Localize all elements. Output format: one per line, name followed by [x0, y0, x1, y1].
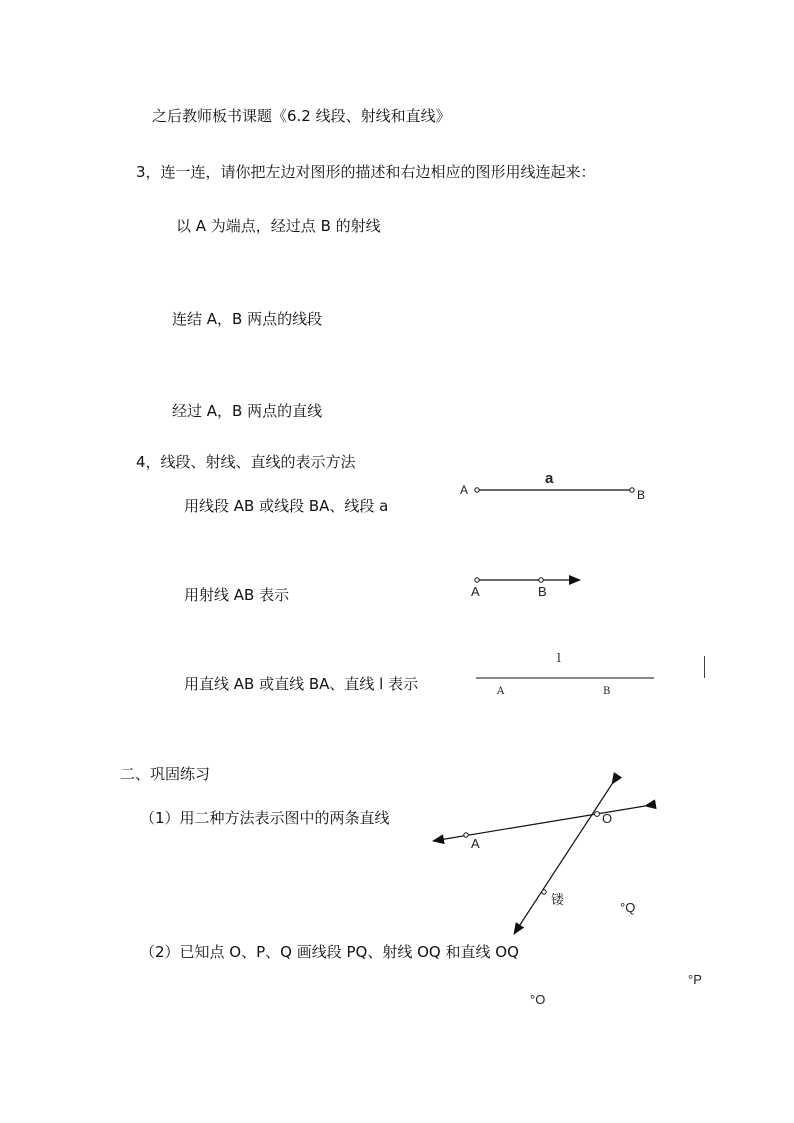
q3-item-segment: 连结 A，B 两点的线段	[172, 310, 323, 328]
point-p-label: P	[693, 972, 702, 987]
ray-label-a: A	[471, 584, 480, 599]
segment-point-a	[475, 488, 479, 492]
q3-item-line: 经过 A，B 两点的直线	[172, 402, 323, 420]
ray-point-b	[539, 578, 543, 582]
exercise1-figure	[433, 784, 645, 934]
line-ob	[514, 784, 612, 934]
segment-figure	[475, 488, 634, 492]
q4-title: 4，线段、射线、直线的表示方法	[136, 453, 356, 471]
exercise1-text: （1）用二种方法表示图中的两条直线	[140, 809, 390, 827]
text-cursor	[704, 656, 705, 678]
ex1-point-b	[542, 890, 546, 894]
q4-row-line: 用直线 AB 或直线 BA、直线 l 表示	[184, 675, 419, 693]
point-q-label: Q	[625, 900, 636, 915]
segment-label-b: B	[637, 488, 646, 502]
ex1-label-b: 镂	[551, 893, 565, 908]
ex1-point-o	[595, 812, 600, 817]
line-label-b: B	[603, 686, 611, 697]
line-label-a: A	[497, 686, 505, 697]
q3-title: 3，连一连，请你把左边对图形的描述和右边相应的图形用线连起来：	[136, 163, 596, 181]
ex1-point-a	[464, 833, 468, 837]
segment-label-a: A	[460, 483, 469, 497]
lesson-title-line: 之后教师板书课题《6.2 线段、射线和直线》	[152, 107, 451, 125]
q3-item-ray: 以 A 为端点，经过点 B 的射线	[176, 217, 381, 235]
segment-point-b	[630, 488, 634, 492]
ray-label-b: B	[538, 584, 547, 599]
point-q	[620, 900, 635, 915]
exercise2-text: （2）已知点 O、P、Q 画线段 PQ、射线 OQ 和直线 OQ	[140, 943, 519, 961]
q4-row-segment: 用线段 AB 或线段 BA、线段 a	[184, 497, 389, 515]
point-o	[530, 992, 545, 1007]
line-label-l: l	[557, 651, 561, 665]
point-o-label: O	[535, 992, 546, 1007]
point-p-marker: °	[688, 972, 694, 987]
point-o-marker: °	[530, 992, 536, 1007]
part2-title: 二、巩固练习	[120, 765, 211, 783]
point-p	[688, 972, 702, 987]
ex1-label-o: O	[602, 811, 613, 826]
point-q-marker: °	[620, 900, 626, 915]
ray-point-a	[475, 578, 479, 582]
q4-row-ray: 用射线 AB 表示	[184, 586, 290, 604]
ex1-label-a: A	[471, 836, 480, 851]
segment-label-a-lowercase: a	[545, 470, 554, 487]
ray-figure	[475, 578, 580, 582]
